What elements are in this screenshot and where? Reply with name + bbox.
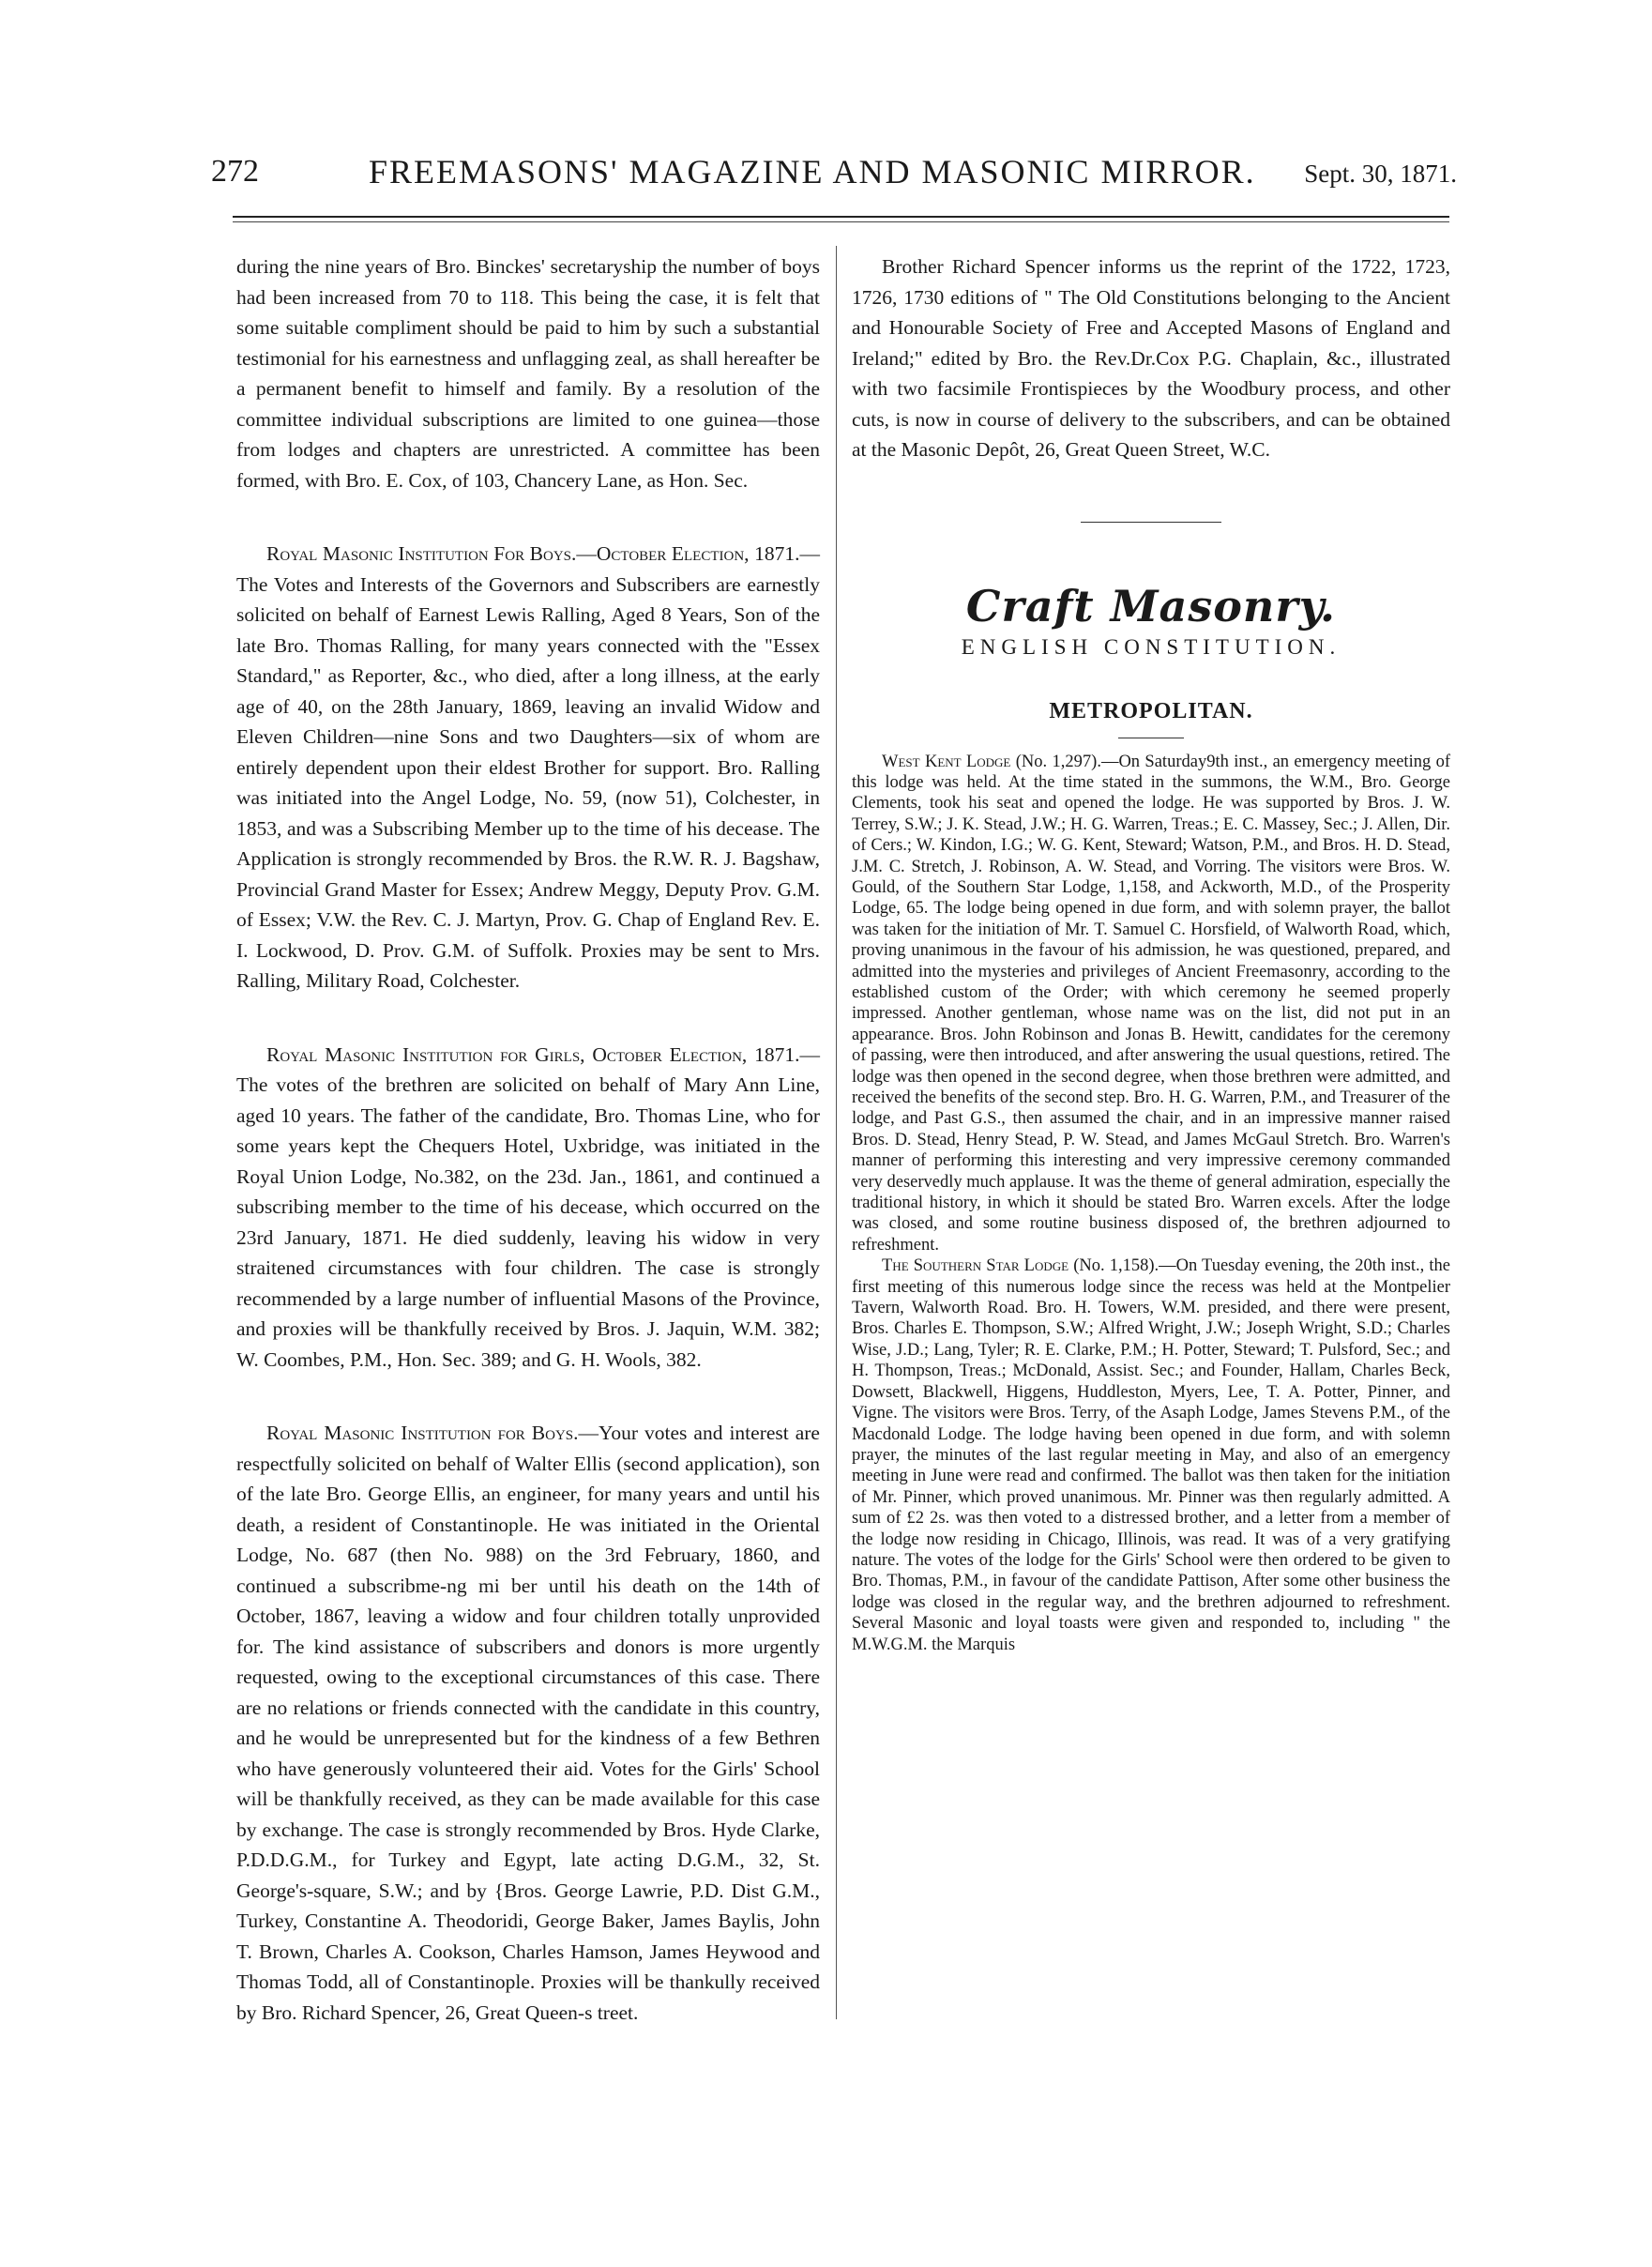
issue-date: Sept. 30, 1871.	[1304, 160, 1457, 188]
west-kent-heading: West Kent Lodge	[882, 752, 1011, 771]
ellis-heading: Royal Masonic Institution for Boys.	[266, 1422, 579, 1444]
section-subtitle: ENGLISH CONSTITUTION.	[961, 634, 1341, 659]
constitutions-reprint-paragraph: Brother Richard Spencer informs us the reprint of the 1722, 1723, 1726, 1730 editions of " The Old Constitutions belonging to the Ancient and Honourable Society of Free and Accepted Masons of England and Ireland;" edited by Bro. the Rev.Dr.Cox P.G. Chaplain, &c., illustrated with two facsimile Frontispieces by the Woodbury process, and other cuts, is now in course of delivery to the subscribers, and can be obtained at the Masonic Depôt, 26, Great Queen Street, W.C.	[852, 255, 1450, 461]
section-divider	[1081, 522, 1221, 523]
girls-election-text: —The votes of the brethren are solicited on behalf of Mary Ann Line, aged 10 years. The father of the candidate, Bro. Thomas Line, who for some years kept the Chequers Hotel, Uxbridge, was initiated in the Royal Union Lodge, No.382, on the 23d. Jan., 1861, and continued a subscribing member to the time of his decease, which occurred on the 23rd January, 1871. He died suddenly, leaving his widow in very straitened circumstances with four children. The case is strongly recommended by a large number of influential Masons of the Province, and proxies will be thankfully received by Bros. J. Jaquin, W.M. 382; W. Coombes, P.M., Hon. Sec. 389; and G. H. Wools, 382.	[236, 1042, 820, 1371]
page-header	[211, 148, 1457, 195]
left-column	[236, 251, 820, 2028]
page-number: 272	[211, 154, 259, 189]
boys-election-heading: Royal Masonic Institution For Boys.—October Election, 1871.	[266, 542, 800, 565]
boys-election-paragraph	[236, 539, 820, 997]
southern-star-text: (No. 1,158).—On Tuesday evening, the 20th inst., the first meeting of this numerous lodge since the recess was held at the Montpelier Tavern, Walworth Road. Bro. H. Towers, W.M. presided, and there were present, Bros. Charles E. Thompson, S.W.; Alfred Wright, J.W.; Joseph Wright, S.D.; Charles Wise, J.D.; Lang, Tyler; R. E. Clarke, P.M.; H. Potter, Steward; T. Pulsford, Sec.; and H. Thompson, Treas.; McDonald, Assist. Sec.; and Founder, Hallam, Charles Beck, Dowsett, Blackwell, Higgens, Huddleston, Myers, Lee, T. A. Potter, Pinner, and Vigne. The visitors were Bros. Terry, of the Asaph Lodge, James Stevens P.M., of the Macdonald Lodge. The lodge having been opened in due form, and with solemn prayer, the minutes of the last regular meeting in May, and also of an emergency meeting in June were read and confirmed. The ballot was then taken for the initiation of Mr. Pinner, which proved unanimous. Mr. Pinner was then regularly admitted. A sum of £2 2s. was then voted to a distressed brother, and a letter from a member of the lodge now residing in Chicago, Illinois, was read. It was of a very gratifying nature. The votes of the lodge for the Girls' School were then ordered to be given to Bro. Thomas, P.M., in favour of the candidate Pattison, After some other business the lodge was closed in the regular way, and the brethren adjourned to refreshment. Several Masonic and loyal toasts were given and responded to, including " the M.W.G.M. the Marquis	[852, 1256, 1450, 1654]
right-column	[852, 251, 1450, 1655]
boys-election-text: —The Votes and Interests of the Governors and Subscribers are earnestly solicited on behalf of Earnest Lewis Ralling, Aged 8 Years, Son of the late Bro. Thomas Ralling, for many years connected with the "Essex Standard," as Reporter, &c., who died, after a long illness, at the early age of 40, on the 28th January, 1869, leaving an invalid Widow and Eleven Children—nine Sons and two Daughters—six of whom are entirely dependent upon their eldest Brother for support. Bro. Ralling was initiated into the Angel Lodge, No. 59, (now 51), Colchester, in 1853, and was a Subscribing Member up to the time of his decease. The Application is strongly recommended by Bros. the R.W. R. J. Bagshaw, Provincial Grand Master for Essex; Andrew Meggy, Deputy Prov. G.M. of Essex; V.W. the Rev. C. J. Martyn, Prov. G. Chap of England Rev. E. I. Lockwood, D. Prov. G.M. of Suffolk. Proxies may be sent to Mrs. Ralling, Military Road, Colchester.	[236, 542, 820, 992]
column-divider	[836, 246, 837, 2019]
west-kent-text: (No. 1,297).—On Saturday9th inst., an emergency meeting of this lodge was held. At the time stated in the summons, the W.M., Bro. George Clements, took his seat and opened the lodge. He was supported by Bros. J. W. Terrey, S.W.; J. K. Stead, J.W.; H. G. Warren, Treas.; E. C. Massey, Sec.; J. Allen, Dir. of Cers.; W. Kindon, I.G.; W. G. Kent, Steward; Watson, P.M., and Bros. H. D. Stead, J.M. C. Stretch, J. Robinson, A. W. Stead, and Vorring. The visitors were Bros. W. Gould, of the Southern Star Lodge, 1,158, and Ackworth, M.D., of the Prosperity Lodge, 65. The lodge being opened in due form, and with solemn prayer, the ballot was taken for the initiation of Mr. T. Samuel C. Horsfield, of Walworth Road, which, proving unanimous in the favour of his admission, he was questioned, prepared, and admitted into the mysteries and privileges of Ancient Freemasonry, according to the established custom of the Order; with which ceremony he seemed properly impressed. Another gentleman, whose name was on the list, did not put in an appearance. Bros. John Robinson and Jonas B. Hewitt, candidates for the ceremony of passing, were then introduced, and after answering the usual questions, retired. The lodge was then opened in the second degree, when those brethren were admitted, and received the benefits of the second step. Bro. H. G. Warren, P.M., and Treasurer of the lodge, and Past G.S., then assumed the chair, and in an impressive manner raised Bros. D. Stead, Henry Stead, P. W. Stead, and James McGaul Stretch. Bro. Warren's manner of performing this interesting and very impressive ceremony commanded very deservedly much applause. It was the theme of general admiration, especially the traditional history, in which it should be stated Bro. Warren excels. After the lodge was closed, and some routine business disposed of, the brethren adjourned to refreshment.	[852, 752, 1451, 1255]
southern-star-paragraph	[852, 1255, 1450, 1655]
southern-star-heading: The Southern Star Lodge	[882, 1256, 1069, 1276]
section-title: Craft Masonry.	[965, 580, 1337, 631]
girls-election-heading: Royal Masonic Institution for Girls, October Election, 1871.	[266, 1042, 800, 1066]
header-rule-thin	[233, 221, 1449, 222]
ellis-paragraph	[236, 1418, 820, 2028]
girls-election-paragraph	[236, 1040, 820, 1376]
journal-title: FREEMASONS' MAGAZINE AND MASONIC MIRROR.	[369, 153, 1256, 190]
header-rule	[233, 216, 1449, 218]
sub-heading: METROPOLITAN.	[1049, 698, 1253, 723]
binckes-paragraph: during the nine years of Bro. Binckes' secretaryship the number of boys had been increased from 70 to 118. This being the case, it is felt that some suitable compliment should be paid to him by such a substantial testimonial for his earnestness and unflagging zeal, as shall hereafter be a permanent benefit to himself and family. By a resolution of the committee individual subscriptions are limited to one guinea—those from lodges and chapters are unrestricted. A committee has been formed, with Bro. E. Cox, of 103, Chancery Lane, as Hon. Sec.	[236, 255, 820, 492]
ellis-text: —Your votes and interest are respectfully solicited on behalf of Walter Ellis (second application), son of the late Bro. George Ellis, an engineer, for many years and until his death, a resident of Constantinople. He was initiated in the Oriental Lodge, No. 687 (then No. 988) on the 3rd February, 1860, and continued a subscribme-ng mi ber until his death on the 14th of October, 1867, leaving a widow and four children totally unprovided for. The kind assistance of subscribers and donors is more urgently requested, owing to the exceptional circumstances of this case. There are no relations or friends connected with the candidate in this country, and he would be unrepresented but for the kindness of a few Bethren who have generously volunteered their aid. Votes for the Girls' School will be thankfully received, as they can be made available for this case by exchange. The case is strongly recommended by Bros. Hyde Clarke, P.D.D.G.M., for Turkey and Egypt, late acting D.G.M., 32, St. George's-square, S.W.; and by {Bros. George Lawrie, P.D. Dist G.M., Turkey, Constantine A. Theodoridi, George Baker, James Baylis, John T. Brown, Charles A. Cookson, Charles Hamson, James Heywood and Thomas Todd, all of Constantinople. Proxies will be thankully received by Bro. Richard Spencer, 26, Great Queen-s treet.	[236, 1422, 820, 2024]
west-kent-paragraph	[852, 752, 1450, 1256]
